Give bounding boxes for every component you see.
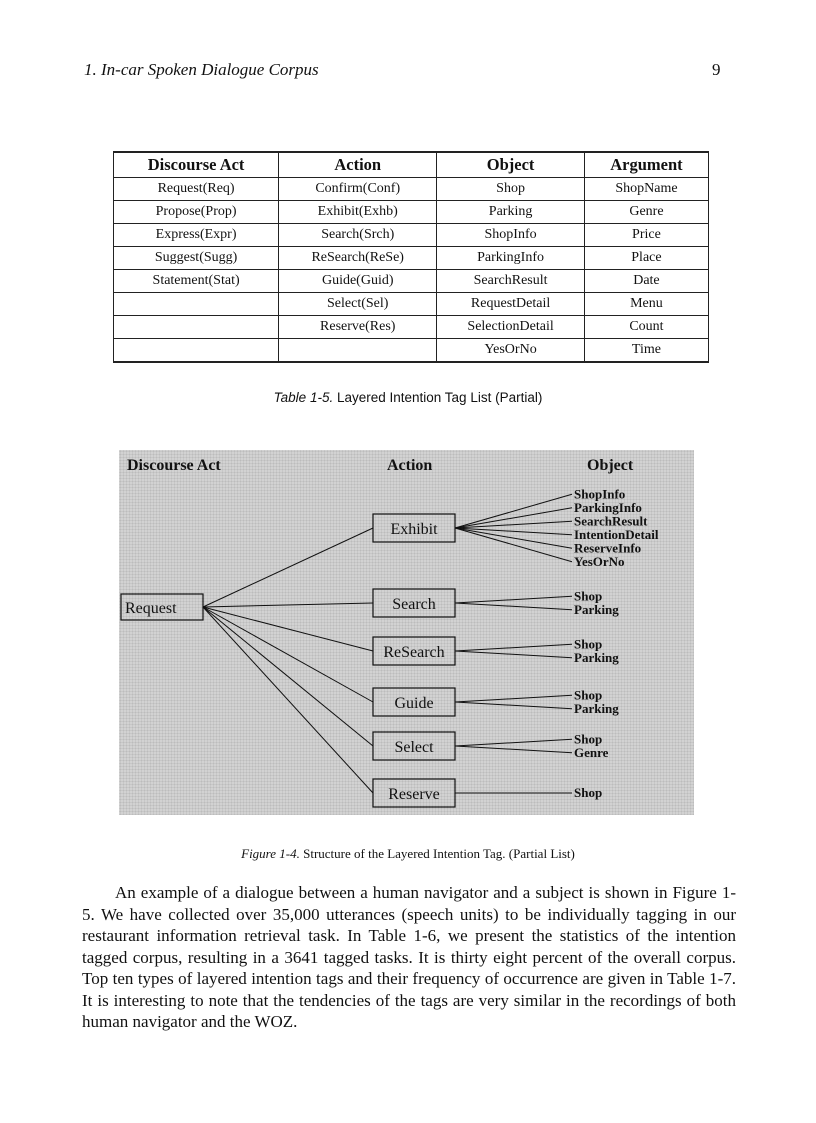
table-cell: Confirm(Conf): [279, 178, 437, 201]
root-connector-line: [203, 603, 373, 607]
object-connector-line: [455, 644, 572, 651]
object-label: YesOrNo: [574, 553, 625, 569]
table-cell: [114, 316, 279, 339]
object-connector-line: [455, 651, 572, 658]
table-cell: SelectionDetail: [437, 316, 585, 339]
table-cell: Propose(Prop): [114, 201, 279, 224]
table-cell: Place: [584, 247, 708, 270]
column-header: Discourse Act: [114, 152, 279, 178]
action-label: Search: [392, 596, 436, 613]
table-cell: Suggest(Sugg): [114, 247, 279, 270]
table-cell: Count: [584, 316, 708, 339]
table-cell: Shop: [437, 178, 585, 201]
root-connector-line: [203, 607, 373, 702]
object-label: ParkingInfo: [574, 499, 642, 515]
intention-tag-structure-figure: [119, 450, 694, 815]
figure-header-object: Object: [587, 457, 634, 474]
body-paragraph: An example of a dialogue between a human navigator and a subject is shown in Figure 1-5. We have collected over 35,000 utterances (speech units) to be individually tagging in our restaurant information retrieval task. In Table 1-6, we present the statistics of the intention tagged corpus, resulting in a 3641 tagged tasks. It is thirty eight percent of the overall corpus. Top ten types of layered intention tags and their frequency of occurrence are given in Table 1-7. It is interesting to note that the tendencies of the tags are very similar in the recordings of both human navigator and the WOZ.: [82, 883, 736, 1031]
table-cell: Statement(Stat): [114, 270, 279, 293]
object-label: Shop: [574, 588, 603, 604]
object-label: Parking: [574, 649, 619, 665]
action-label: Reserve: [388, 786, 440, 803]
figure-caption: [0, 846, 816, 862]
object-connector-line: [455, 695, 572, 702]
object-connector-line: [455, 702, 572, 709]
table-cell: Date: [584, 270, 708, 293]
object-label: ReserveInfo: [574, 540, 642, 556]
table-row: [114, 224, 709, 247]
object-label: SearchResult: [574, 513, 648, 529]
table-row: [114, 178, 709, 201]
object-label: Shop: [574, 731, 603, 747]
action-label: Guide: [394, 695, 434, 712]
table-header-row: [114, 152, 709, 178]
column-header: Action: [279, 152, 437, 178]
table-row: [114, 247, 709, 270]
table-row: [114, 293, 709, 316]
object-connector-line: [455, 739, 572, 746]
column-header: Argument: [584, 152, 708, 178]
figure-caption-label: Figure 1-4.: [241, 846, 300, 861]
object-connector-line: [455, 596, 572, 603]
action-label: Select: [394, 739, 434, 756]
action-label: ReSearch: [383, 644, 445, 661]
page-number: 9: [712, 60, 721, 79]
running-title: 1. In-car Spoken Dialogue Corpus: [84, 60, 319, 79]
object-label: Genre: [574, 744, 609, 760]
figure-caption-text: Structure of the Layered Intention Tag. (Partial List): [303, 846, 575, 861]
table-cell: ShopName: [584, 178, 708, 201]
table-cell: Request(Req): [114, 178, 279, 201]
object-connector-line: [455, 746, 572, 753]
object-label: ShopInfo: [574, 486, 626, 502]
object-label: IntentionDetail: [574, 526, 659, 542]
object-connector-line: [455, 603, 572, 610]
object-label: Shop: [574, 785, 603, 800]
table-cell: [114, 339, 279, 363]
object-label: Shop: [574, 687, 603, 703]
table-cell: [279, 339, 437, 363]
table-cell: YesOrNo: [437, 339, 585, 363]
table-cell: ParkingInfo: [437, 247, 585, 270]
table-row: [114, 270, 709, 293]
object-label: Shop: [574, 636, 603, 652]
table-cell: Reserve(Res): [279, 316, 437, 339]
root-connector-line: [203, 528, 373, 607]
table-cell: ReSearch(ReSe): [279, 247, 437, 270]
table-caption-text: Layered Intention Tag List (Partial): [336, 390, 543, 405]
root-connector-line: [203, 607, 373, 746]
table-caption-label: Table 1-5.: [273, 390, 334, 405]
table-row: [114, 339, 709, 363]
figure-header-discourse-act: Discourse Act: [127, 457, 221, 474]
table-cell: Menu: [584, 293, 708, 316]
table-row: [114, 316, 709, 339]
table-cell: Price: [584, 224, 708, 247]
table-cell: Select(Sel): [279, 293, 437, 316]
table-caption: [0, 390, 816, 405]
table-row: [114, 201, 709, 224]
tree-diagram: [119, 450, 694, 815]
table-cell: SearchResult: [437, 270, 585, 293]
table-cell: Parking: [437, 201, 585, 224]
table-cell: ShopInfo: [437, 224, 585, 247]
table-cell: [114, 293, 279, 316]
column-header: Object: [437, 152, 585, 178]
action-label: Exhibit: [390, 521, 438, 538]
object-label: Parking: [574, 601, 619, 617]
table-cell: Search(Srch): [279, 224, 437, 247]
intention-tag-table: [113, 151, 709, 363]
root-connector-line: [203, 607, 373, 793]
request-label: Request: [125, 600, 177, 617]
table-cell: RequestDetail: [437, 293, 585, 316]
object-label: Parking: [574, 700, 619, 716]
figure-header-action: Action: [387, 457, 433, 474]
table-cell: Exhibit(Exhb): [279, 201, 437, 224]
table-cell: Guide(Guid): [279, 270, 437, 293]
table-cell: Time: [584, 339, 708, 363]
table-cell: Genre: [584, 201, 708, 224]
table-cell: Express(Expr): [114, 224, 279, 247]
root-connector-line: [203, 607, 373, 651]
